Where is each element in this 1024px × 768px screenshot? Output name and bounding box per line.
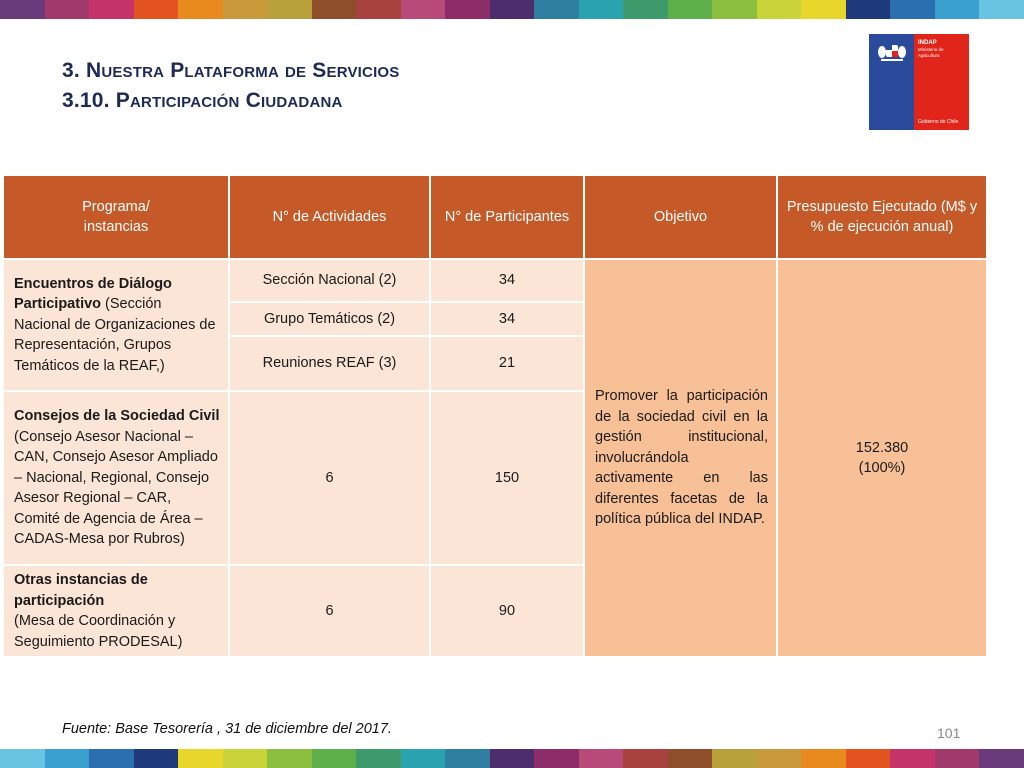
header-participantes: N° de Participantes (430, 175, 584, 259)
table-header-row (3, 175, 987, 259)
title-line-2: 3.10. Participación Ciudadana (62, 89, 343, 112)
stripe-segment (534, 749, 579, 768)
logo-org-name: INDAP (918, 40, 937, 46)
table-row (3, 259, 987, 302)
logo-ministry: Ministerio de Agricultura (918, 47, 944, 58)
stripe-segment (757, 749, 802, 768)
budget-percent: (100%) (858, 460, 906, 476)
stripe-segment (534, 0, 579, 19)
stripe-segment (935, 0, 980, 19)
stripe-segment (0, 749, 45, 768)
coat-of-arms-icon (877, 40, 907, 62)
program-cell-otras (3, 565, 229, 657)
stripe-segment (979, 749, 1024, 768)
budget-value: 152.380 (855, 439, 909, 456)
stripe-segment (801, 0, 846, 19)
top-color-stripe (0, 0, 1024, 19)
activities-cell: 6 (229, 565, 430, 657)
stripe-segment (45, 0, 90, 19)
stripe-segment (178, 0, 223, 19)
program-cell-consejos (3, 391, 229, 565)
stripe-segment (846, 0, 891, 19)
participants-cell: 34 (430, 259, 584, 302)
stripe-segment (712, 0, 757, 19)
stripe-segment (445, 0, 490, 19)
stripe-segment (579, 749, 624, 768)
program-cell-encuentros (3, 259, 229, 391)
stripe-segment (178, 749, 223, 768)
stripe-segment (890, 749, 935, 768)
program-name: Consejos de la Sociedad Civil (14, 408, 220, 425)
program-name: Encuentros de Diálogo Participativo (14, 275, 172, 313)
stripe-segment (267, 749, 312, 768)
header-actividades: N° de Actividades (229, 175, 430, 259)
program-description: (Sección Nacional de Organizaciones de Representación, Grupos Temáticos de la REAF,) (14, 296, 216, 374)
program-name: Otras instancias de participación (14, 572, 148, 609)
budget-cell (777, 259, 987, 657)
stripe-segment (356, 0, 401, 19)
stripe-segment (445, 749, 490, 768)
stripe-segment (979, 0, 1024, 19)
participation-table (2, 174, 988, 658)
activities-cell: Grupo Temáticos (2) (229, 302, 430, 336)
bottom-color-stripe (0, 749, 1024, 768)
stripe-segment (757, 0, 802, 19)
stripe-segment (846, 749, 891, 768)
stripe-segment (401, 0, 446, 19)
participants-cell: 34 (430, 302, 584, 336)
objective-cell: Promover la participación de la sociedad civil en la gestión institucional, involucrándola activamente en las diferentes facetas de la política pública del INDAP. (584, 259, 777, 657)
header-objetivo: Objetivo (584, 175, 777, 259)
stripe-segment (267, 0, 312, 19)
title-line-1: 3. Nuestra Plataforma de Servicios (62, 59, 400, 82)
stripe-segment (312, 0, 357, 19)
program-description: (Mesa de Coordinación y Seguimiento PRODESAL) (14, 613, 183, 650)
stripe-segment (89, 0, 134, 19)
stripe-segment (134, 0, 179, 19)
stripe-segment (312, 749, 357, 768)
header-programa: Programa/ instancias (3, 175, 229, 259)
stripe-segment (712, 749, 757, 768)
header-presupuesto: Presupuesto Ejecutado (M$ y % de ejecución anual) (777, 175, 987, 259)
stripe-segment (223, 749, 268, 768)
stripe-segment (668, 749, 713, 768)
page-title (62, 56, 400, 116)
stripe-segment (801, 749, 846, 768)
page-number: 101 (937, 725, 961, 741)
participants-cell: 150 (430, 391, 584, 565)
stripe-segment (623, 0, 668, 19)
source-note: Fuente: Base Tesorería , 31 de diciembre del 2017. (62, 721, 392, 737)
stripe-segment (623, 749, 668, 768)
activities-cell: Reuniones REAF (3) (229, 336, 430, 391)
activities-cell: Sección Nacional (2) (229, 259, 430, 302)
indap-logo (869, 34, 969, 130)
stripe-segment (0, 0, 45, 19)
stripe-segment (579, 0, 624, 19)
program-description: (Consejo Asesor Nacional – CAN, Consejo Asesor Ampliado – Nacional, Regional, Consejo Asesor Regional – CAR, Comité de Agencia de Área – CADAS-Mesa por Rubros) (14, 428, 218, 548)
stripe-segment (935, 749, 980, 768)
stripe-segment (45, 749, 90, 768)
logo-government: Gobierno de Chile (918, 119, 959, 125)
stripe-segment (89, 749, 134, 768)
participants-cell: 21 (430, 336, 584, 391)
stripe-segment (134, 749, 179, 768)
logo-red-panel (914, 34, 969, 130)
stripe-segment (668, 0, 713, 19)
stripe-segment (356, 749, 401, 768)
stripe-segment (401, 749, 446, 768)
stripe-segment (223, 0, 268, 19)
participants-cell: 90 (430, 565, 584, 657)
stripe-segment (890, 0, 935, 19)
stripe-segment (490, 0, 535, 19)
logo-blue-panel (869, 34, 914, 130)
activities-cell: 6 (229, 391, 430, 565)
stripe-segment (490, 749, 535, 768)
